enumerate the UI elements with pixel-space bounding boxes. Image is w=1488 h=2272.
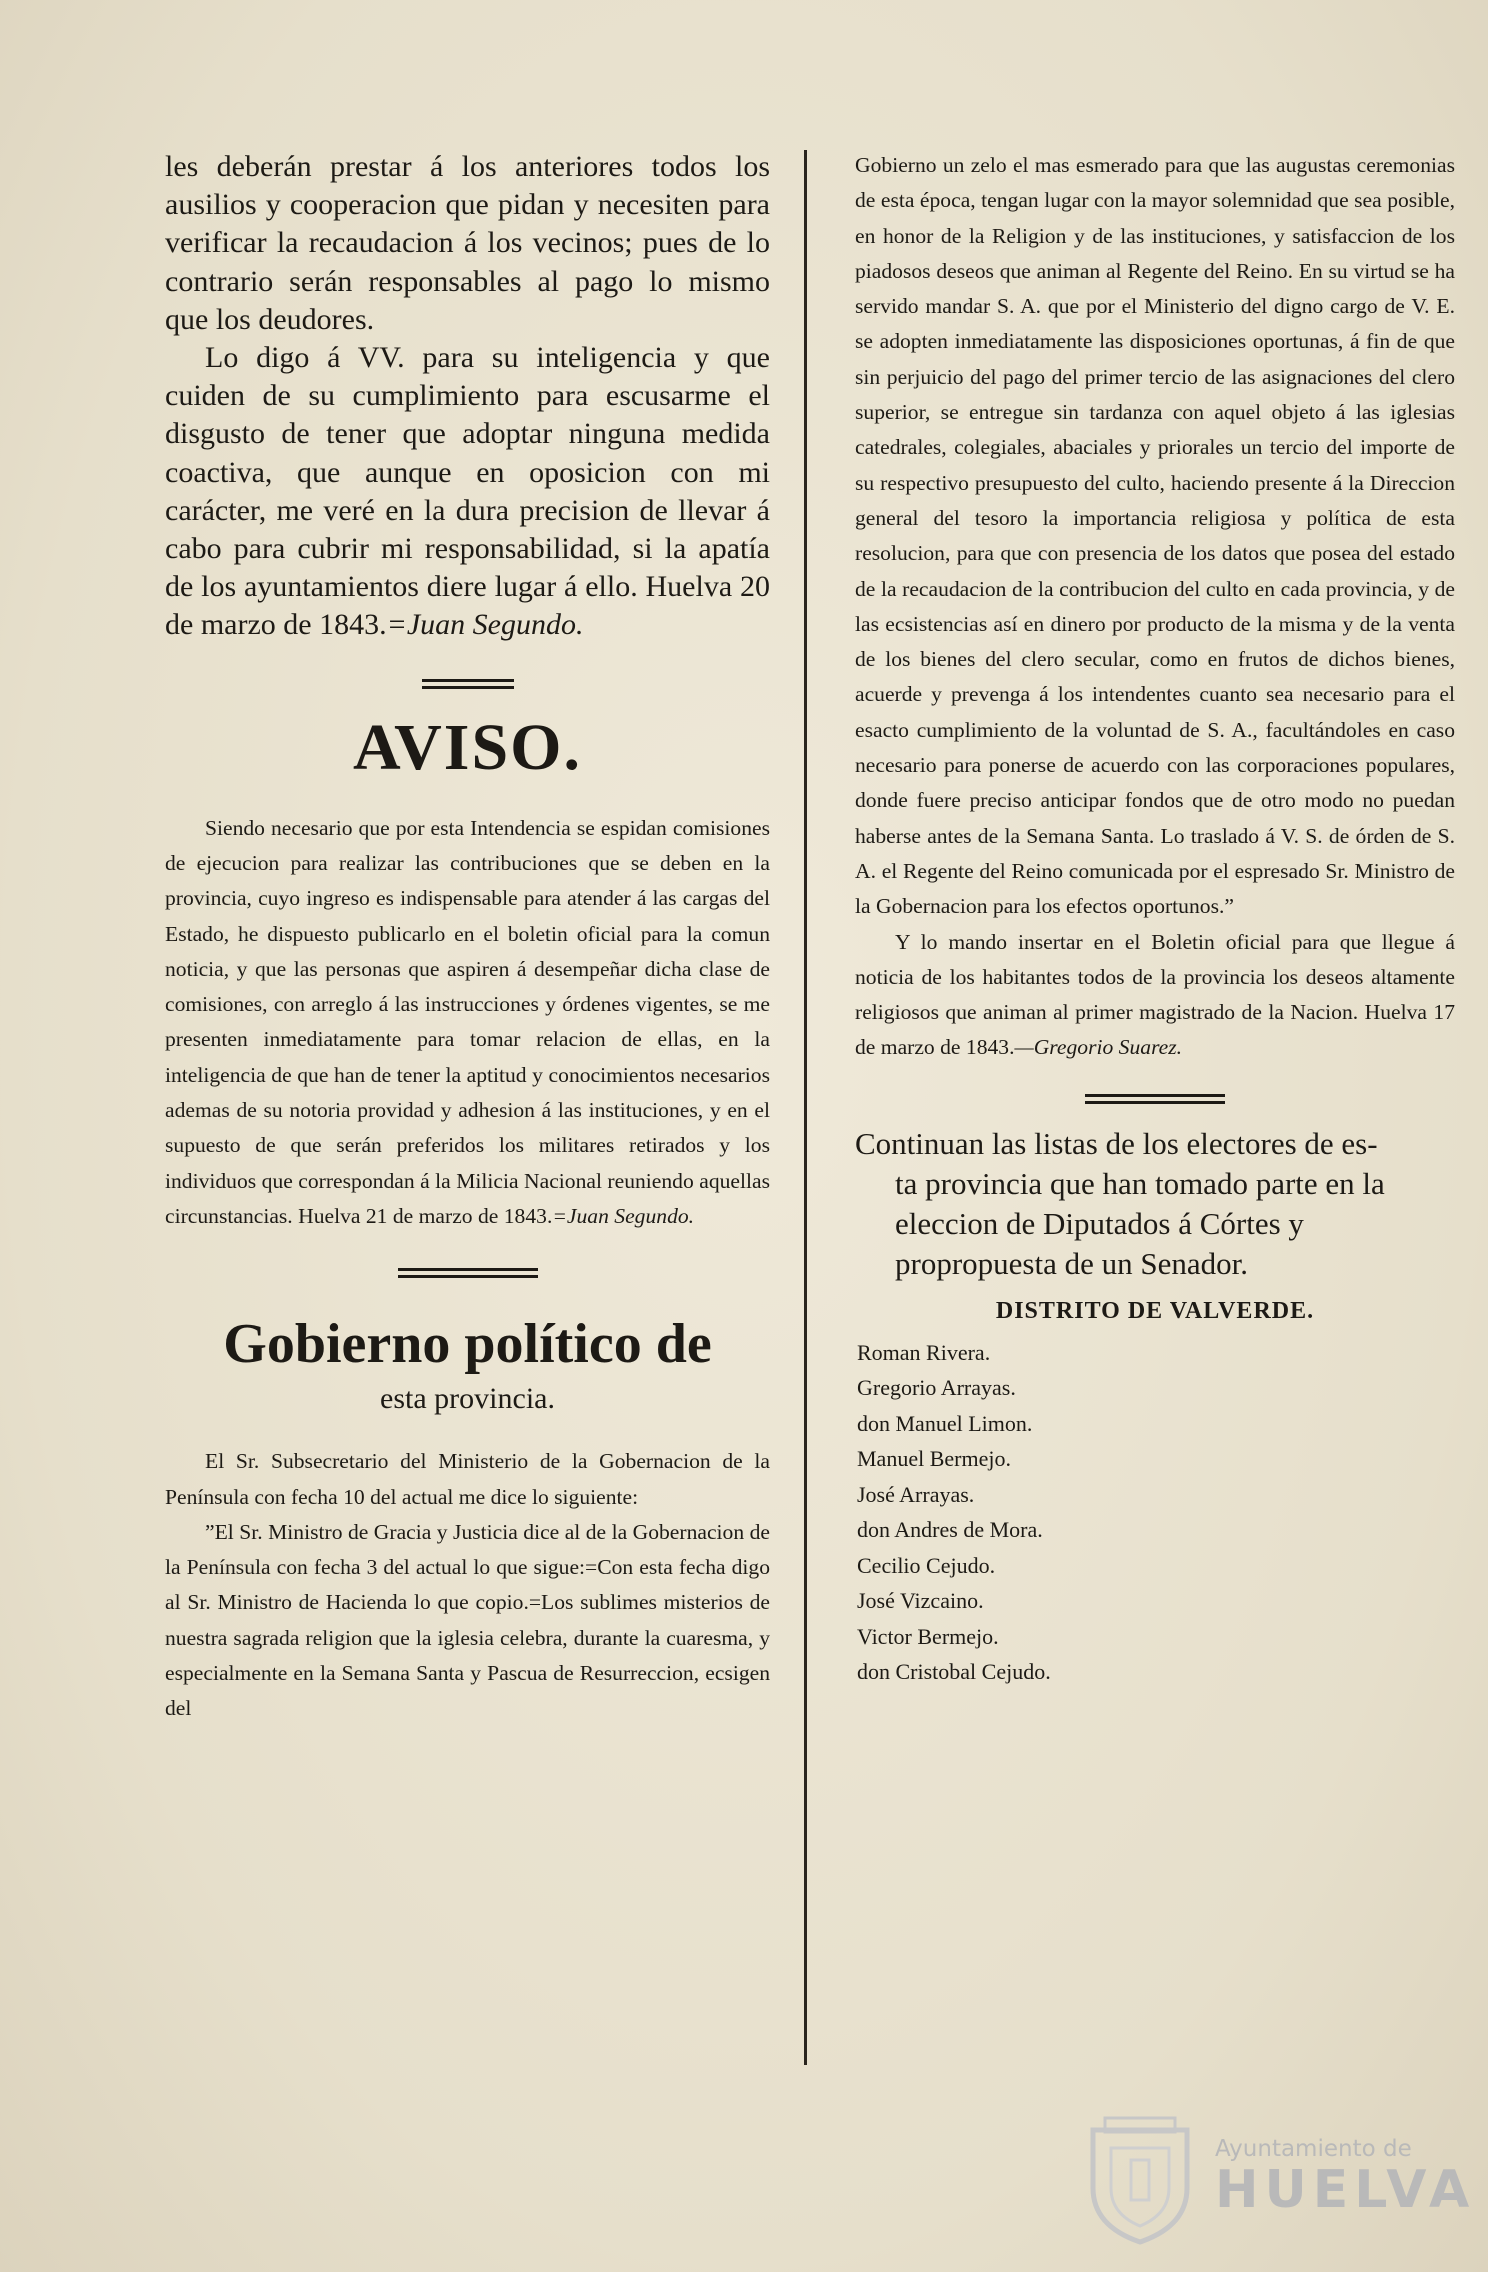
watermark-line2: HUELVA — [1215, 2160, 1476, 2220]
gobierno-body-start: ”El Sr. Ministro de Gracia y Justicia dice al de la Gobernacion de la Península con fecha 3 del actual lo que sigue:=Con esta fecha digo al Sr. Ministro de Hacienda lo que copio.=Los sublimes misterios de nuestra sagrada religion que la iglesia celebra, durante la cuaresma, y especialmente en la Semana Santa y Pascua de Resurreccion, ecsigen del — [165, 1519, 770, 1721]
list-item: Gregorio Arrayas. — [857, 1375, 1016, 1401]
elector-list — [855, 1335, 1455, 1690]
lists-heading-line2: ta provincia que han tomado parte en la eleccion de Diputados á Córtes y propropuesta de un Senador. — [895, 1165, 1385, 1281]
aviso-body: Siendo necesario que por esta Intendencia se espidan comisiones de ejecucion para realizar las contribuciones que se deben en la provincia, cuyo ingreso es indispensable para atender á las cargas del Estado, he dispuesto publicarlo en el boletin oficial para la comun noticia, y que las personas que aspiren á desempeñar dicha clase de comisiones, con arreglo á las instrucciones y órdenes vigentes, se me presenten inmediatamente para tomar relacion de ellas, en la inteligencia de que han de tener la aptitud y conocimientos necesarios ademas de su notoria providad y adhesion á las instituciones, y en el supuesto de que serán preferidos los militares retirados y los individuos que correspondan á la Milicia Nacional reuniendo aquellas circunstancias. Huelva 21 de marzo de 1843. — [165, 815, 770, 1228]
gobierno-subheading: esta provincia. — [380, 1382, 555, 1416]
gobierno-body-continued: Gobierno un zelo el mas esmerado para que las augustas ceremonias de esta época, tengan lugar con la mayor solemnidad que sea posible, en honor de la Religion y de las instituciones, y satisfaccion de los piadosos deseos que animan al Regente del Reino. En su virtud se ha servido mandar S. A. que por el Ministerio del digno cargo de V. E. se adopten inmediatamente las disposiciones oportunas, á fin de que sin perjuicio del pago del primer tercio de las asignaciones del clero superior, se entregue sin tardanza con aquel objeto á las iglesias catedrales, colegiales, abaciales y priorales un tercio del importe de su respectivo presupuesto del culto, haciendo presente á la Direccion general del tesoro la importancia religiosa y política de esta resolucion, para que con presencia de los datos que posea del estado de la recaudacion de la contribucion del culto en cada provincia, y de las ecsistencias así en dinero por producto de la misma y de la venta de los bienes del clero secular, como en frutos de dichos bienes, acuerde y prevenga á los intendentes cuanto sea necesario para el esacto cumplimiento de la voluntad de S. A., facultándoles en caso necesario para ponerse de acuerdo con las corporaciones populares, donde fuere preciso anticipar fondos que de otro modo no puedan haberse antes de la Semana Santa. Lo traslado á V. S. de órden de S. A. el Regente del Reino comunicada por el espresado Sr. Ministro de la Gobernacion para los efectos oportunos.” — [855, 153, 1455, 919]
gobierno-intro: El Sr. Subsecretario del Ministerio de la Gobernacion de la Península con fecha 10 del actual me dice lo siguiente: — [165, 1449, 770, 1509]
signature-gregorio-suarez: —Gregorio Suarez. — [1014, 1035, 1183, 1060]
right-column — [855, 148, 1455, 1690]
aviso-paragraph — [165, 811, 770, 1235]
section-divider — [1085, 1094, 1225, 1104]
list-item: Cecilio Cejudo. — [857, 1552, 996, 1578]
list-item: Roman Rivera. — [857, 1339, 991, 1365]
section-divider — [398, 1268, 538, 1278]
ayuntamiento-watermark — [1085, 2108, 1476, 2248]
watermark-line1: Ayuntamiento de — [1215, 2136, 1412, 2162]
lists-heading-line1: Continuan las listas de los electores de es- — [855, 1125, 1378, 1161]
closing-text: Y lo mando insertar en el Boletin oficial para que llegue á noticia de los habitantes todos de la provincia los deseos altamente religiosos que animan al primer magistrado de la Nacion. Huelva 17 de marzo de 1843. — [855, 929, 1455, 1060]
order-text: Lo digo á VV. para su inteligencia y que cuiden de su cumplimiento para escusarme el disgusto de tener que adoptar ninguna medida coactiva, que aunque en oposicion con mi carácter, me veré en la dura precision de llevar á cabo para cubrir mi responsabilidad, si la apatía de los ayuntamientos diere lugar á ello. Huelva 20 de marzo de 1843. — [165, 341, 770, 642]
electors-lists-heading — [855, 1124, 1455, 1284]
gobierno-heading: Gobierno político de — [223, 1313, 712, 1376]
list-item: José Vizcaino. — [857, 1588, 984, 1614]
left-column — [165, 148, 770, 1727]
list-item: don Cristobal Cejudo. — [857, 1659, 1051, 1685]
district-heading: DISTRITO DE VALVERDE. — [995, 1297, 1315, 1324]
continuation-paragraph: les deberán prestar á los anteriores todos los ausilios y cooperacion que pidan y necesiten para verificar la recaudacion á los vecinos; pues de lo contrario serán responsables al pago lo mismo que los deudores. — [165, 150, 770, 336]
closing-paragraph — [855, 925, 1455, 1066]
order-paragraph — [165, 339, 770, 645]
signature-juan-segundo: =Juan Segundo. — [386, 608, 584, 642]
list-item: José Arrayas. — [857, 1481, 975, 1507]
watermark-text — [1215, 2136, 1475, 2218]
list-item: Manuel Bermejo. — [857, 1446, 1011, 1472]
list-item: don Manuel Limon. — [857, 1410, 1033, 1436]
aviso-heading: AVISO. — [352, 710, 583, 784]
section-divider — [422, 679, 514, 689]
column-divider — [804, 150, 807, 2065]
coat-of-arms-icon — [1085, 2108, 1195, 2248]
aviso-signature: =Juan Segundo. — [552, 1203, 695, 1228]
list-item: Victor Bermejo. — [857, 1623, 999, 1649]
list-item: don Andres de Mora. — [857, 1517, 1043, 1543]
